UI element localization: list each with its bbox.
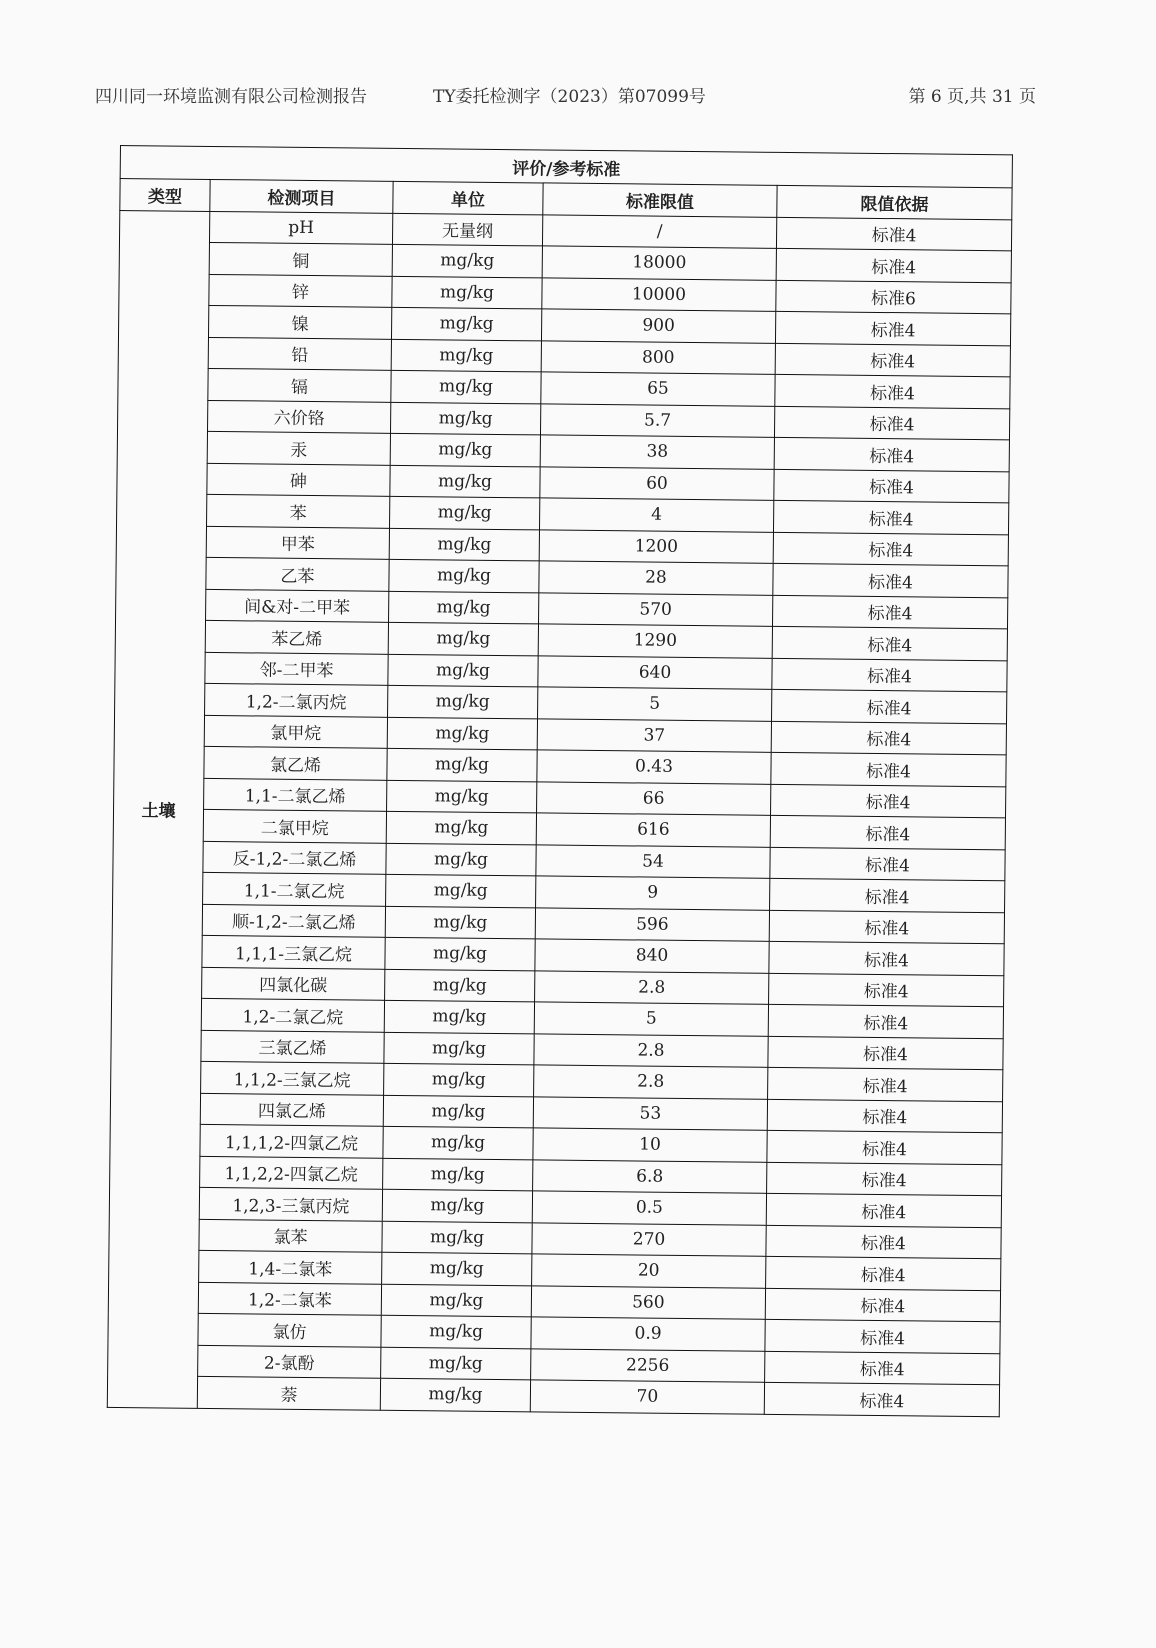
item-cell: 1,1,1,2-四氯乙烷 — [200, 1124, 383, 1157]
unit-cell: mg/kg — [381, 1315, 531, 1348]
item-cell: 二氯甲烷 — [203, 809, 386, 842]
basis-cell: 标准6 — [776, 280, 1011, 314]
col-header-type: 类型 — [120, 179, 210, 211]
unit-cell: mg/kg — [384, 1032, 534, 1065]
item-cell: 锌 — [209, 274, 392, 307]
limit-cell: 1200 — [539, 529, 773, 563]
item-cell: 1,2-二氯苯 — [198, 1282, 381, 1315]
unit-cell: mg/kg — [383, 1158, 533, 1191]
basis-cell: 标准4 — [773, 532, 1008, 566]
limit-cell: 60 — [540, 466, 774, 500]
limit-cell: 560 — [531, 1285, 765, 1319]
item-cell: 1,1-二氯乙烯 — [204, 778, 387, 811]
unit-cell: mg/kg — [383, 1126, 533, 1159]
item-cell: 1,1,2-三氯乙烷 — [201, 1061, 384, 1094]
limit-cell: 66 — [537, 781, 771, 815]
unit-cell: mg/kg — [384, 1000, 534, 1033]
basis-cell: 标准4 — [768, 1004, 1003, 1038]
item-cell: 氯仿 — [198, 1313, 381, 1346]
unit-cell: mg/kg — [386, 874, 536, 907]
table-title: 评价/参考标准 — [120, 146, 1012, 188]
unit-cell: mg/kg — [380, 1378, 530, 1411]
col-header-limit: 标准限值 — [543, 183, 777, 217]
basis-cell: 标准4 — [776, 217, 1011, 251]
unit-cell: mg/kg — [388, 685, 538, 718]
item-cell: 四氯化碳 — [202, 967, 385, 1000]
item-cell: 乙苯 — [206, 557, 389, 590]
limit-cell: 65 — [541, 372, 775, 406]
item-cell: 砷 — [207, 463, 390, 496]
unit-cell: mg/kg — [385, 969, 535, 1002]
basis-cell: 标准4 — [772, 626, 1007, 660]
unit-cell: mg/kg — [381, 1347, 531, 1380]
limit-cell: 38 — [540, 435, 774, 469]
limit-cell: 5 — [534, 1002, 768, 1036]
limit-cell: 570 — [539, 592, 773, 626]
unit-cell: mg/kg — [391, 307, 541, 340]
basis-cell: 标准4 — [769, 941, 1004, 975]
limit-cell: 2256 — [531, 1348, 765, 1382]
unit-cell: mg/kg — [386, 843, 536, 876]
col-header-basis: 限值依据 — [777, 185, 1012, 219]
basis-cell: 标准4 — [765, 1288, 1000, 1322]
limit-cell: 640 — [538, 655, 772, 689]
unit-cell: mg/kg — [387, 717, 537, 750]
limit-cell: 5.7 — [540, 403, 774, 437]
item-cell: 苯 — [207, 494, 390, 527]
item-cell: 氯苯 — [199, 1219, 382, 1252]
limit-cell: 2.8 — [535, 970, 769, 1004]
basis-cell: 标准4 — [766, 1193, 1001, 1227]
limit-cell: 53 — [533, 1096, 767, 1130]
basis-cell: 标准4 — [770, 847, 1005, 881]
company-name: 四川同一环境监测有限公司检测报告 — [95, 87, 367, 107]
unit-cell: mg/kg — [391, 370, 541, 403]
limit-cell: 6.8 — [533, 1159, 767, 1193]
item-cell: 邻-二甲苯 — [205, 652, 388, 685]
page-number: 第 6 页,共 31 页 — [908, 87, 1036, 107]
basis-cell: 标准4 — [770, 878, 1005, 912]
item-cell: 反-1,2-二氯乙烯 — [203, 841, 386, 874]
item-cell: 1,1-二氯乙烷 — [203, 872, 386, 905]
limit-cell: 616 — [536, 813, 770, 847]
unit-cell: mg/kg — [390, 496, 540, 529]
limit-cell: 0.43 — [537, 750, 771, 784]
basis-cell: 标准4 — [774, 437, 1009, 471]
limit-cell: 18000 — [542, 246, 776, 280]
limit-cell: 37 — [537, 718, 771, 752]
unit-cell: mg/kg — [389, 528, 539, 561]
item-cell: 1,4-二氯苯 — [199, 1250, 382, 1283]
basis-cell: 标准4 — [773, 500, 1008, 534]
unit-cell: 无量纲 — [392, 213, 542, 246]
unit-cell: mg/kg — [390, 433, 540, 466]
basis-cell: 标准4 — [767, 1099, 1002, 1133]
item-cell: 1,2-二氯丙烷 — [205, 683, 388, 716]
limit-cell: 4 — [539, 498, 773, 532]
basis-cell: 标准4 — [767, 1130, 1002, 1164]
unit-cell: mg/kg — [381, 1284, 531, 1317]
item-cell: 铅 — [208, 337, 391, 370]
basis-cell: 标准4 — [770, 815, 1005, 849]
limit-cell: 5 — [538, 687, 772, 721]
limit-cell: 20 — [532, 1254, 766, 1288]
limit-cell: 2.8 — [534, 1033, 768, 1067]
item-cell: 1,2,3-三氯丙烷 — [199, 1187, 382, 1220]
unit-cell: mg/kg — [382, 1221, 532, 1254]
standards-table — [107, 145, 1013, 1417]
basis-cell: 标准4 — [769, 973, 1004, 1007]
col-header-item: 检测项目 — [210, 179, 393, 212]
item-cell: 镉 — [208, 368, 391, 401]
item-cell: 萘 — [197, 1376, 380, 1409]
item-cell: 1,1,1-三氯乙烷 — [202, 935, 385, 968]
basis-cell: 标准4 — [766, 1256, 1001, 1290]
unit-cell: mg/kg — [387, 748, 537, 781]
item-cell: 1,2-二氯乙烷 — [201, 998, 384, 1031]
unit-cell: mg/kg — [390, 402, 540, 435]
page-header — [95, 82, 1036, 110]
unit-cell: mg/kg — [388, 654, 538, 687]
limit-cell: 10000 — [542, 277, 776, 311]
basis-cell: 标准4 — [764, 1382, 999, 1416]
item-cell: 1,1,2,2-四氯乙烷 — [200, 1156, 383, 1189]
unit-cell: mg/kg — [385, 937, 535, 970]
limit-cell: 270 — [532, 1222, 766, 1256]
unit-cell: mg/kg — [386, 811, 536, 844]
category-cell: 土壤 — [107, 210, 210, 1408]
basis-cell: 标准4 — [772, 689, 1007, 723]
limit-cell: 900 — [541, 309, 775, 343]
limit-cell: 0.9 — [531, 1317, 765, 1351]
unit-cell: mg/kg — [391, 339, 541, 372]
item-cell: 三氯乙烯 — [201, 1030, 384, 1063]
unit-cell: mg/kg — [384, 1063, 534, 1096]
limit-cell: 10 — [533, 1128, 767, 1162]
unit-cell: mg/kg — [390, 465, 540, 498]
basis-cell: 标准4 — [768, 1036, 1003, 1070]
basis-cell: 标准4 — [768, 1067, 1003, 1101]
standards-table-wrapper — [107, 145, 1012, 1417]
limit-cell: 54 — [536, 844, 770, 878]
item-cell: 苯乙烯 — [205, 620, 388, 653]
basis-cell: 标准4 — [766, 1225, 1001, 1259]
item-cell: 四氯乙烯 — [200, 1093, 383, 1126]
unit-cell: mg/kg — [382, 1189, 532, 1222]
basis-cell: 标准4 — [774, 469, 1009, 503]
basis-cell: 标准4 — [765, 1351, 1000, 1385]
item-cell: 六价铬 — [208, 400, 391, 433]
basis-cell: 标准4 — [771, 721, 1006, 755]
basis-cell: 标准4 — [775, 343, 1010, 377]
limit-cell: 840 — [535, 939, 769, 973]
item-cell: 氯甲烷 — [204, 715, 387, 748]
unit-cell: mg/kg — [392, 244, 542, 277]
unit-cell: mg/kg — [385, 906, 535, 939]
item-cell: 氯乙烯 — [204, 746, 387, 779]
limit-cell: 9 — [536, 876, 770, 910]
item-cell: 甲苯 — [206, 526, 389, 559]
limit-cell: 2.8 — [534, 1065, 768, 1099]
limit-cell: 70 — [530, 1380, 764, 1414]
basis-cell: 标准4 — [767, 1162, 1002, 1196]
limit-cell: 28 — [539, 561, 773, 595]
unit-cell: mg/kg — [392, 276, 542, 309]
item-cell: 间&对-二甲苯 — [206, 589, 389, 622]
unit-cell: mg/kg — [389, 559, 539, 592]
limit-cell: / — [542, 214, 776, 248]
basis-cell: 标准4 — [775, 311, 1010, 345]
item-cell: 顺-1,2-二氯乙烯 — [202, 904, 385, 937]
limit-cell: 596 — [535, 907, 769, 941]
item-cell: 2-氯酚 — [198, 1345, 381, 1378]
basis-cell: 标准4 — [775, 374, 1010, 408]
limit-cell: 1290 — [538, 624, 772, 658]
limit-cell: 0.5 — [532, 1191, 766, 1225]
limit-cell: 800 — [541, 340, 775, 374]
basis-cell: 标准4 — [772, 595, 1007, 629]
item-cell: 镍 — [208, 305, 391, 338]
basis-cell: 标准4 — [776, 248, 1011, 282]
unit-cell: mg/kg — [389, 591, 539, 624]
table-body — [107, 210, 1011, 1416]
basis-cell: 标准4 — [771, 752, 1006, 786]
basis-cell: 标准4 — [769, 910, 1004, 944]
basis-cell: 标准4 — [772, 658, 1007, 692]
unit-cell: mg/kg — [388, 622, 538, 655]
item-cell: 汞 — [207, 431, 390, 464]
basis-cell: 标准4 — [765, 1319, 1000, 1353]
basis-cell: 标准4 — [771, 784, 1006, 818]
unit-cell: mg/kg — [387, 780, 537, 813]
basis-cell: 标准4 — [773, 563, 1008, 597]
unit-cell: mg/kg — [382, 1252, 532, 1285]
unit-cell: mg/kg — [383, 1095, 533, 1128]
item-cell: 铜 — [209, 242, 392, 275]
item-cell: pH — [209, 211, 392, 244]
report-number: TY委托检测字（2023）第07099号 — [433, 87, 706, 107]
basis-cell: 标准4 — [774, 406, 1009, 440]
col-header-unit: 单位 — [393, 181, 543, 214]
